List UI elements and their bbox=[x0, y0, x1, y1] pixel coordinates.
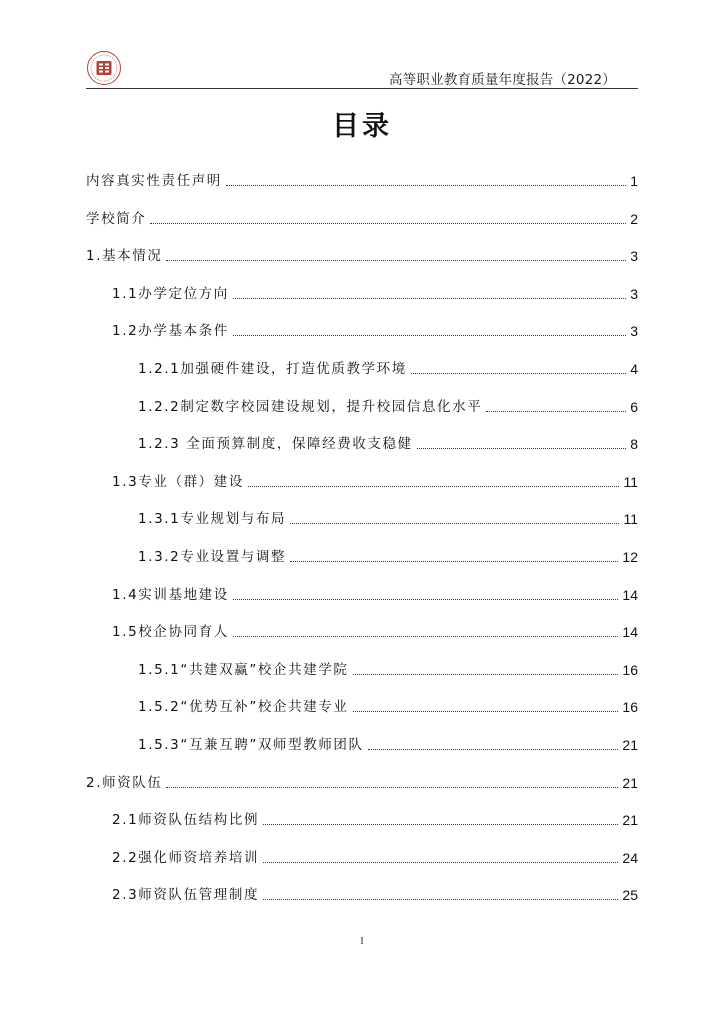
toc-dot-leader bbox=[233, 599, 619, 600]
toc-entry-label: 1.5.3“互兼互聘”双师型教师团队 bbox=[138, 737, 364, 753]
toc-entry-page-number: 3 bbox=[630, 248, 638, 265]
toc-entry[interactable] bbox=[112, 316, 638, 340]
toc-entry[interactable] bbox=[138, 392, 638, 416]
toc-entry[interactable] bbox=[138, 730, 638, 754]
toc-dot-leader bbox=[368, 749, 619, 750]
toc-dot-leader bbox=[417, 448, 626, 449]
toc-entry-label: 1.2办学基本条件 bbox=[112, 323, 229, 340]
toc-dot-leader bbox=[486, 411, 626, 412]
toc-entry-label: 2.2强化师资培养培训 bbox=[112, 849, 260, 866]
toc-entry[interactable] bbox=[112, 467, 638, 491]
toc-entry-page-number: 6 bbox=[630, 398, 638, 415]
toc-entry[interactable] bbox=[138, 655, 638, 679]
school-seal-icon bbox=[86, 50, 122, 86]
toc-entry-label: 1.1办学定位方向 bbox=[112, 285, 229, 302]
header-divider bbox=[86, 88, 638, 89]
toc-entry-page-number: 21 bbox=[622, 812, 638, 829]
toc-entry-label: 2.1师资队伍结构比例 bbox=[112, 812, 260, 829]
toc-entry[interactable] bbox=[138, 354, 638, 378]
toc-entry[interactable] bbox=[138, 542, 638, 566]
toc-entry[interactable] bbox=[138, 429, 638, 453]
toc-entry[interactable] bbox=[86, 768, 638, 792]
toc-entry-page-number: 4 bbox=[630, 361, 638, 377]
toc-entry[interactable] bbox=[112, 805, 638, 829]
toc-entry-page-number: 11 bbox=[623, 511, 638, 528]
toc-heading: 目录 bbox=[332, 111, 392, 142]
toc-entry-label: 2.3师资队伍管理制度 bbox=[112, 887, 260, 904]
toc-dot-leader bbox=[411, 373, 626, 374]
toc-entry-label: 1.4实训基地建设 bbox=[112, 586, 229, 603]
toc-entry-label: 学校简介 bbox=[86, 210, 147, 227]
toc-dot-leader bbox=[263, 824, 618, 825]
toc-entry[interactable] bbox=[138, 504, 638, 528]
toc-entry-page-number: 16 bbox=[622, 699, 638, 716]
toc-entry-label: 1.5.2“优势互补”校企共建专业 bbox=[138, 699, 349, 716]
page-number: I bbox=[360, 936, 364, 947]
toc-entry-page-number: 16 bbox=[622, 661, 638, 678]
toc-entry-page-number: 8 bbox=[630, 436, 638, 453]
toc-dot-leader bbox=[263, 862, 618, 863]
toc-entry-page-number: 25 bbox=[622, 887, 638, 904]
toc-entry-label: 1.5校企协同育人 bbox=[112, 624, 229, 641]
toc-entry[interactable] bbox=[86, 204, 638, 228]
toc-entry-label: 1.2.2制定数字校园建设规划，提升校园信息化水平 bbox=[138, 398, 483, 415]
toc-dot-leader bbox=[248, 486, 619, 487]
toc-entry-label: 2.师资队伍 bbox=[86, 774, 163, 791]
toc-entry-label: 1.基本情况 bbox=[86, 248, 163, 265]
toc-dot-leader bbox=[226, 185, 626, 186]
toc-entry-page-number: 21 bbox=[622, 737, 638, 753]
toc-entry-label: 1.5.1“共建双赢”校企共建学院 bbox=[138, 661, 349, 678]
toc-entry-page-number: 3 bbox=[630, 323, 638, 340]
toc-entry-page-number: 2 bbox=[630, 210, 638, 227]
toc-dot-leader bbox=[263, 899, 618, 900]
toc-entry[interactable] bbox=[112, 580, 638, 604]
toc-entry-page-number: 24 bbox=[622, 849, 638, 866]
toc-entry-label: 1.2.3 全面预算制度，保障经费收支稳健 bbox=[138, 436, 413, 453]
report-header-title: 高等职业教育质量年度报告（2022） bbox=[389, 72, 616, 88]
toc-entry-page-number: 3 bbox=[630, 285, 638, 302]
toc-dot-leader bbox=[290, 561, 618, 562]
toc-dot-leader bbox=[290, 523, 619, 524]
toc-dot-leader bbox=[166, 260, 626, 261]
toc-entry[interactable] bbox=[112, 279, 638, 303]
toc-entry-page-number: 12 bbox=[622, 549, 638, 565]
toc-entry-page-number: 14 bbox=[622, 586, 638, 603]
toc-entry-label: 1.3.2专业设置与调整 bbox=[138, 549, 287, 565]
toc-entry[interactable] bbox=[112, 880, 638, 904]
toc-dot-leader bbox=[233, 636, 619, 637]
toc-entry-page-number: 11 bbox=[623, 473, 638, 490]
toc-dot-leader bbox=[150, 223, 626, 224]
toc-entry-label: 内容真实性责任声明 bbox=[86, 173, 222, 189]
toc-dot-leader bbox=[233, 335, 626, 336]
toc-entry-page-number: 14 bbox=[622, 624, 638, 641]
toc-entry-label: 1.3专业（群）建设 bbox=[112, 473, 244, 490]
toc-entry-page-number: 1 bbox=[630, 173, 638, 189]
toc-dot-leader bbox=[166, 787, 618, 788]
toc-entry[interactable] bbox=[112, 843, 638, 867]
toc-entry-label: 1.2.1加强硬件建设，打造优质教学环境 bbox=[138, 361, 407, 377]
toc-entry[interactable] bbox=[86, 241, 638, 265]
toc-dot-leader bbox=[353, 674, 619, 675]
toc-entry[interactable] bbox=[112, 617, 638, 641]
toc-dot-leader bbox=[353, 711, 619, 712]
toc-dot-leader bbox=[233, 298, 626, 299]
toc-entry[interactable] bbox=[138, 692, 638, 716]
toc-entry-page-number: 21 bbox=[622, 774, 638, 791]
toc-entry-label: 1.3.1专业规划与布局 bbox=[138, 511, 287, 528]
toc-entry[interactable] bbox=[86, 166, 638, 190]
